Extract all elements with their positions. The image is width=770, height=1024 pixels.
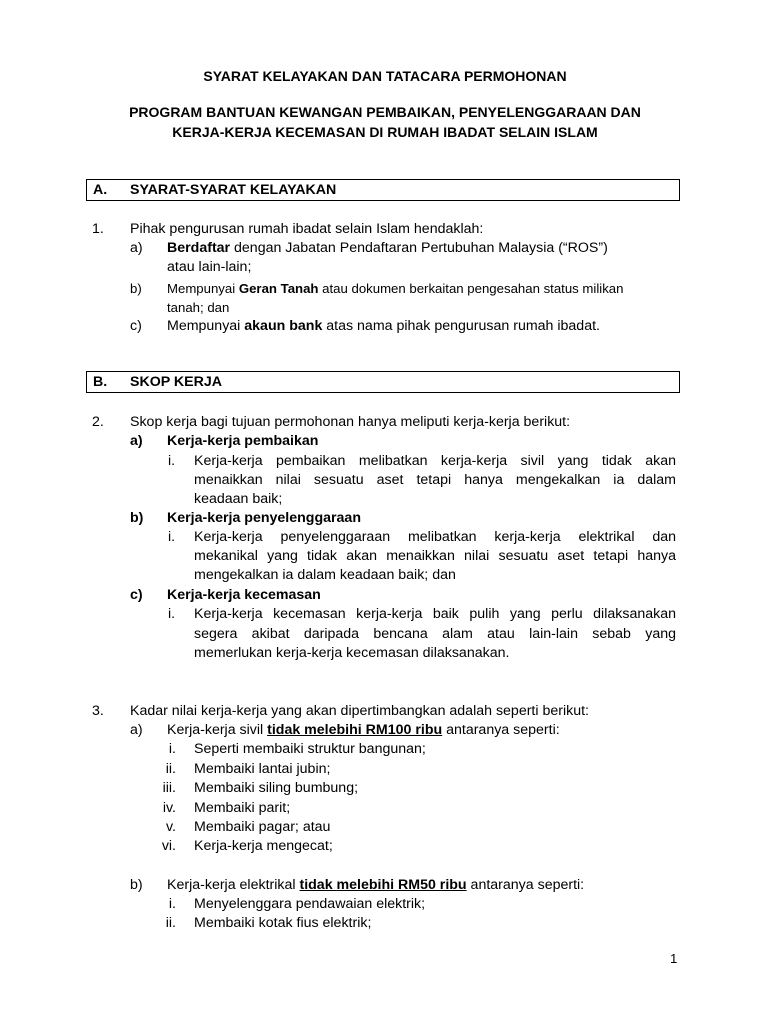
item-1-number: 1. xyxy=(92,221,104,237)
item-1a-label: a) xyxy=(130,240,143,256)
item-2-number: 2. xyxy=(92,414,104,430)
item-1b-cont: tanah; dan xyxy=(167,300,230,315)
item-2a-title: Kerja-kerja pembaikan xyxy=(167,433,319,449)
item-3a-pre: Kerja-kerja sivil xyxy=(167,722,268,738)
item-1c-rest: atas nama pihak pengurusan rumah ibadat. xyxy=(322,318,600,334)
item-3b-post: antaranya seperti: xyxy=(466,877,585,893)
item-1a-rest: dengan Jabatan Pendaftaran Pertubuhan Malaysia (“ROS”) xyxy=(230,240,608,256)
item-1c-bold: akaun bank xyxy=(244,318,323,334)
item-2b-line1: Kerja-kerja penyelenggaraan melibatkan kerja-kerja elektrikal dan xyxy=(194,529,676,545)
item-1c-label: c) xyxy=(130,318,142,334)
item-2b-i-label: i. xyxy=(168,529,176,545)
item-3b-label: b) xyxy=(130,877,143,893)
item-3a-list-text: Seperti membaiki struktur bangunan; xyxy=(194,741,426,757)
item-1b-label: b) xyxy=(130,281,142,296)
item-3b-list-num: ii. xyxy=(165,915,176,931)
item-2c-i-label: i. xyxy=(168,606,176,622)
item-2a-line2: menaikkan nilai sesuatu aset tetapi hanya mengekalkan ia dalam xyxy=(194,472,676,488)
item-1c-pre: Mempunyai xyxy=(167,318,245,334)
section-a-heading: SYARAT-SYARAT KELAYAKAN xyxy=(130,182,337,198)
item-2c-title: Kerja-kerja kecemasan xyxy=(167,587,321,603)
item-3b-text xyxy=(167,877,584,893)
item-1c-text xyxy=(167,318,600,334)
item-2b-label: b) xyxy=(130,510,144,526)
item-2b-line3: mengekalkan ia dalam keadaan baik; dan xyxy=(194,567,456,583)
section-a-letter: A. xyxy=(93,182,108,198)
item-3a-list-num: ii. xyxy=(165,761,176,777)
item-3a-list-num: iv. xyxy=(162,800,176,816)
item-3b-list-text: Membaiki kotak fius elektrik; xyxy=(194,915,372,931)
item-3b-list-text: Menyelenggara pendawaian elektrik; xyxy=(194,896,426,912)
item-3a-list-num: iii. xyxy=(162,780,176,796)
item-2a-line1: Kerja-kerja pembaikan melibatkan kerja-kerja sivil yang tidak akan xyxy=(194,453,676,469)
item-1a-text xyxy=(167,240,608,256)
item-3-text: Kadar nilai kerja-kerja yang akan dipertimbangkan adalah seperti berikut: xyxy=(130,703,589,719)
item-2c-label: c) xyxy=(130,587,143,603)
item-1a-cont: atau lain-lain; xyxy=(167,259,252,275)
item-1-text: Pihak pengurusan rumah ibadat selain Islam hendaklah: xyxy=(130,221,484,237)
page-number: 1 xyxy=(670,951,678,966)
item-2b-line2: mekanikal yang tidak akan menaikkan nilai sesuatu aset tetapi hanya xyxy=(194,548,676,564)
item-1b-rest: atau dokumen berkaitan pengesahan status milikan xyxy=(318,281,624,296)
item-1b-pre: Mempunyai xyxy=(167,281,239,296)
item-3a-list-num: v. xyxy=(166,819,176,835)
section-b-header xyxy=(86,371,680,393)
item-3a-list-num: i. xyxy=(168,741,176,757)
item-2a-label: a) xyxy=(130,433,143,449)
item-3a-label: a) xyxy=(130,722,143,738)
item-3b-list-num: i. xyxy=(168,896,176,912)
item-3-number: 3. xyxy=(92,703,104,719)
item-2c-line2: segera akibat daripada bencana alam atau lain-lain sebab yang xyxy=(194,626,676,642)
item-3a-list-text: Membaiki parit; xyxy=(194,800,291,816)
item-3a-list-num: vi. xyxy=(161,838,176,854)
item-3a-limit: tidak melebihi RM100 ribu xyxy=(267,722,443,738)
item-2c-line3: memerlukan kerja-kerja kecemasan dilaksanakan. xyxy=(194,645,510,661)
item-3a-list-text: Membaiki siling bumbung; xyxy=(194,780,359,796)
item-3b-limit: tidak melebihi RM50 ribu xyxy=(299,877,467,893)
program-title-line1: PROGRAM BANTUAN KEWANGAN PEMBAIKAN, PENYELENGGARAAN DAN xyxy=(129,104,641,120)
item-3a-list-text: Kerja-kerja mengecat; xyxy=(194,838,333,854)
item-3b-pre: Kerja-kerja elektrikal xyxy=(167,877,300,893)
item-3a-list-text: Membaiki pagar; atau xyxy=(194,819,331,835)
item-1a-bold: Berdaftar xyxy=(167,240,231,256)
program-title-line2: KERJA-KERJA KECEMASAN DI RUMAH IBADAT SELAIN ISLAM xyxy=(172,124,598,140)
item-1b-bold: Geran Tanah xyxy=(238,281,319,296)
item-3a-text xyxy=(167,722,560,738)
section-b-heading: SKOP KERJA xyxy=(130,374,222,390)
section-b-letter: B. xyxy=(93,374,108,390)
item-2-text: Skop kerja bagi tujuan permohonan hanya meliputi kerja-kerja berikut: xyxy=(130,414,571,430)
item-2a-i-label: i. xyxy=(168,453,176,469)
item-2a-line3: keadaan baik; xyxy=(194,491,283,507)
item-3a-list-text: Membaiki lantai jubin; xyxy=(194,761,331,777)
item-3a-post: antaranya seperti: xyxy=(442,722,560,738)
document-title: SYARAT KELAYAKAN DAN TATACARA PERMOHONAN xyxy=(203,68,567,84)
section-a-header xyxy=(86,179,680,201)
item-2c-line1: Kerja-kerja kecemasan kerja-kerja baik pulih yang perlu dilaksanakan xyxy=(194,606,676,622)
item-1b-text xyxy=(167,281,623,296)
item-2b-title: Kerja-kerja penyelenggaraan xyxy=(167,510,361,526)
